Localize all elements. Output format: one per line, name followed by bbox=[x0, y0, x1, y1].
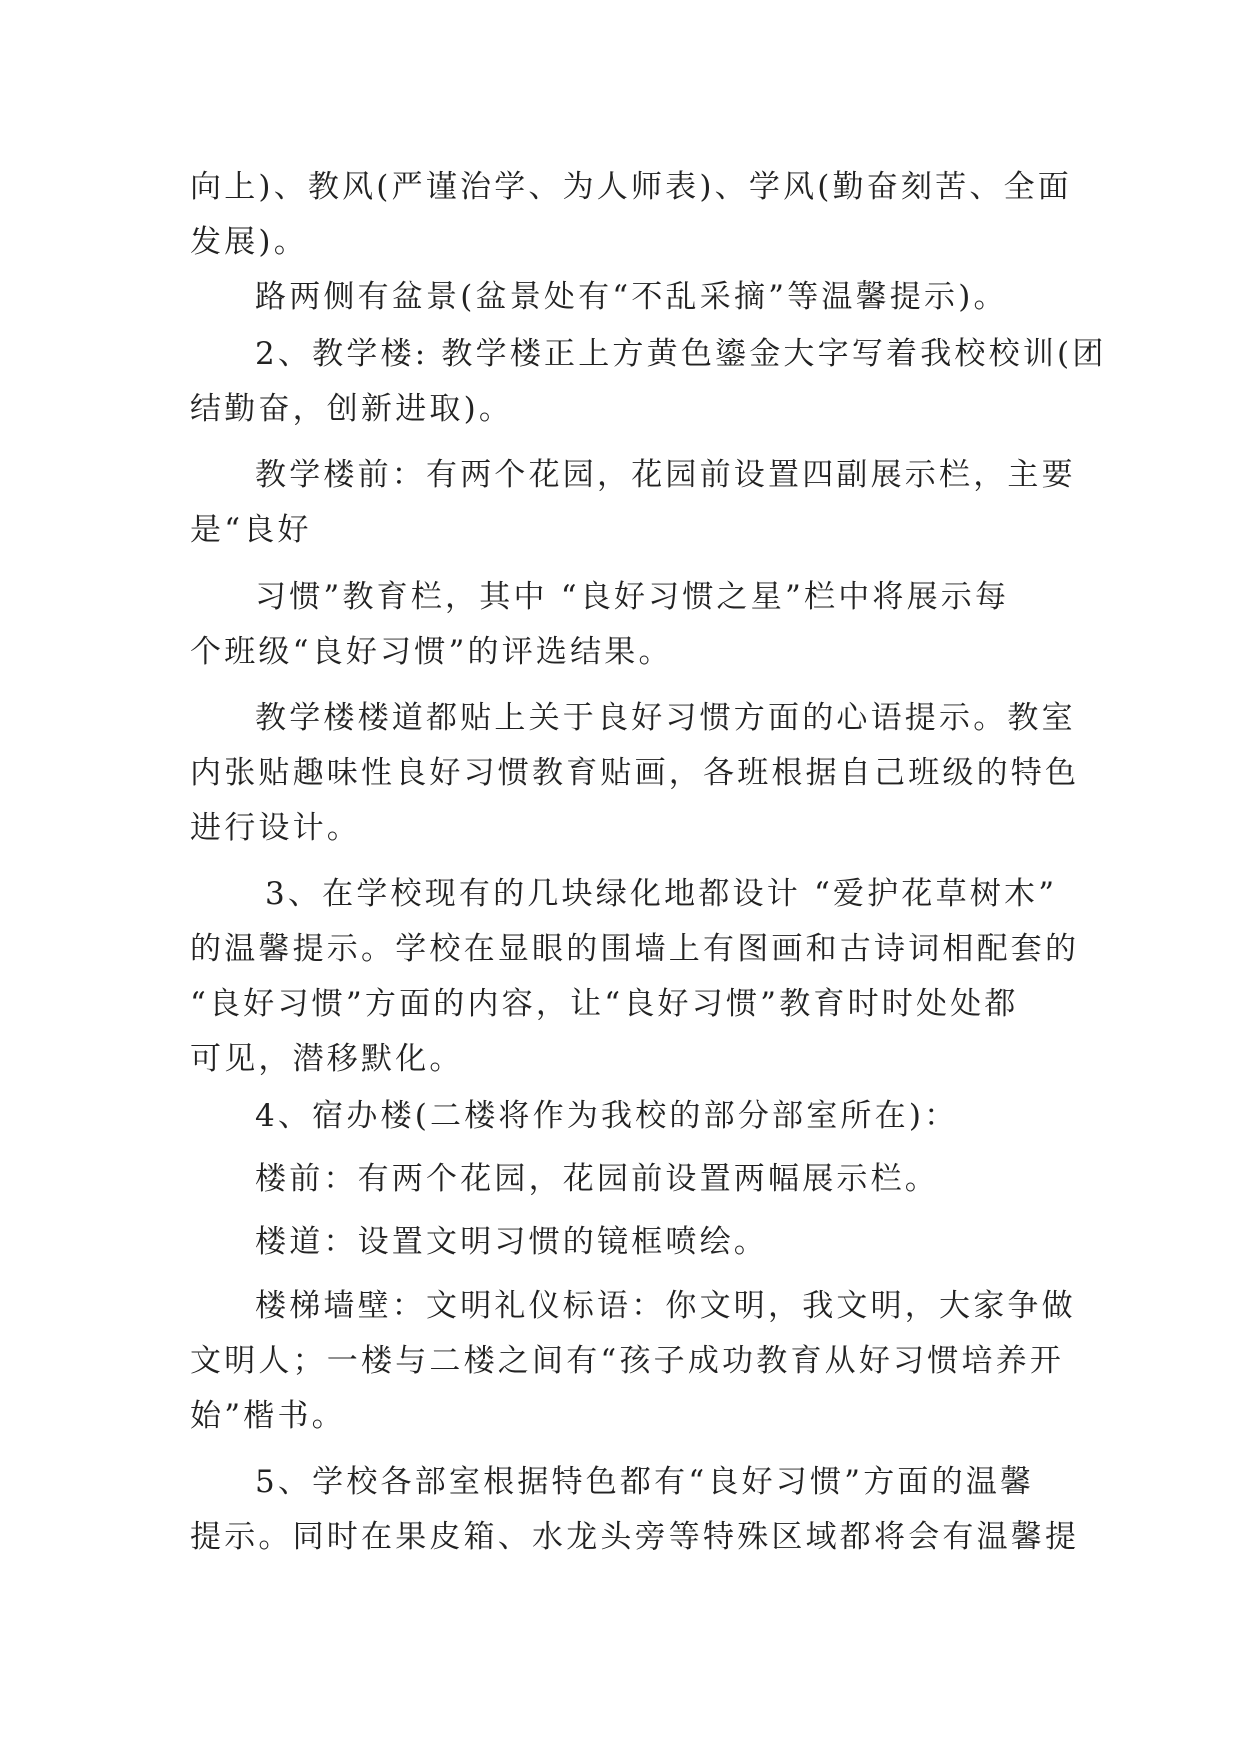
text-line: 的温馨提示。学校在显眼的围墙上有图画和古诗词相配套的 bbox=[190, 931, 1080, 967]
text-line: 楼前：有两个花园，花园前设置两幅展示栏。 bbox=[255, 1161, 939, 1197]
text-line: 可见，潜移默化。 bbox=[190, 1041, 464, 1077]
text-line: 路两侧有盆景(盆景处有“不乱采摘”等温馨提示)。 bbox=[255, 279, 1008, 315]
text-line: 个班级“良好习惯”的评选结果。 bbox=[190, 634, 673, 670]
text-line: 始”楷书。 bbox=[190, 1398, 346, 1434]
text-line: 5、学校各部室根据特色都有“良好习惯”方面的温馨 bbox=[255, 1464, 1035, 1500]
text-line: 2、教学楼: 教学楼正上方黄色鎏金大字写着我校校训(团 bbox=[255, 336, 1107, 372]
text-line: 楼道：设置文明习惯的镜框喷绘。 bbox=[255, 1224, 768, 1260]
text-line: 提示。同时在果皮箱、水龙头旁等特殊区域都将会有温馨提 bbox=[190, 1519, 1080, 1555]
text-line: 4、宿办楼(二楼将作为我校的部分部室所在)： bbox=[255, 1098, 959, 1134]
text-line: 是“良好 bbox=[190, 512, 312, 548]
text-line: 文明人；一楼与二楼之间有“孩子成功教育从好习惯培养开 bbox=[190, 1343, 1065, 1379]
text-line: 楼梯墙壁：文明礼仪标语：你文明，我文明，大家争做 bbox=[255, 1288, 1076, 1324]
text-line: 发展)。 bbox=[190, 224, 308, 260]
text-line: 内张贴趣味性良好习惯教育贴画，各班根据自己班级的特色 bbox=[190, 755, 1080, 791]
text-line: 向上)、教风(严谨治学、为人师表)、学风(勤奋刻苦、全面 bbox=[190, 169, 1072, 205]
text-line: 习惯”教育栏，其中 “良好习惯之星”栏中将展示每 bbox=[255, 579, 1010, 615]
text-line: “良好习惯”方面的内容，让“良好习惯”教育时时处处都 bbox=[190, 986, 1019, 1022]
text-line: 3、在学校现有的几块绿化地都设计 “爱护花草树木” bbox=[265, 876, 1058, 912]
text-line: 结勤奋，创新进取)。 bbox=[190, 391, 514, 427]
text-line: 教学楼前：有两个花园，花园前设置四副展示栏，主要 bbox=[255, 457, 1076, 493]
text-line: 进行设计。 bbox=[190, 810, 361, 846]
text-line: 教学楼楼道都贴上关于良好习惯方面的心语提示。教室 bbox=[255, 700, 1076, 736]
